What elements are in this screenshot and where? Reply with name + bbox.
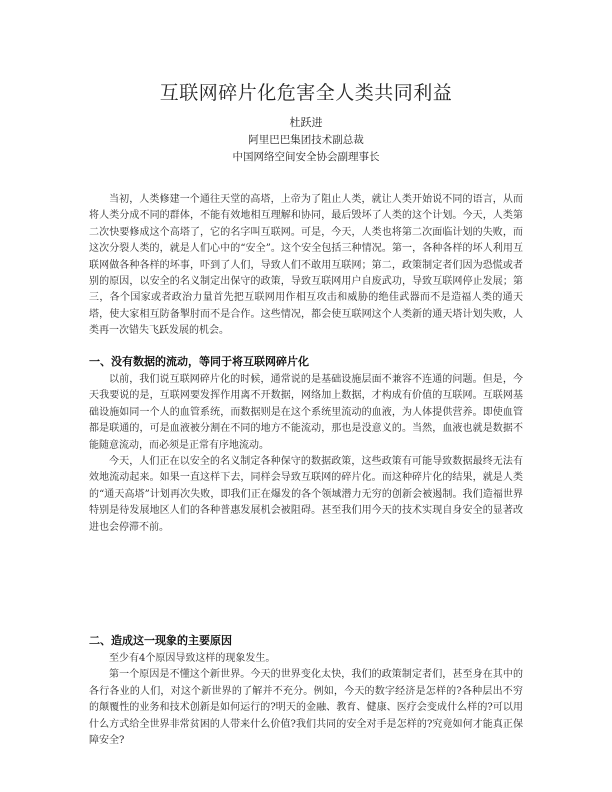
paragraph: 今天，人们正在以安全的名义制定各种保守的数据政策，这些政策有可能导致数据最终无法有效地流动起来。如果一直这样下去，同样会导致互联网的碎片化。而这种碎片化的结果，就是人类的“通天高塔”计划再次失败，即我们正在爆发的各个领域潜力无穷的创新会被遏制。我们造福世界特别是待发展地区人们的各种普惠发展机会被阻碍。甚至我们用今天的技术实现自身安全的显著改进也会停滞不前。 xyxy=(89,456,523,533)
paragraph: 以前，我们说互联网碎片化的时候，通常说的是基础设施层面不兼容不连通的问题。但是，今天我要说的是，互联网要发挥作用离不开数据，网络加上数据，才构成有价值的互联网。互联网基础设施如同一个人的血管系统，而数据则是在这个系统里流动的血液，为人体提供营养。即使血管都是联通的，可是血液被分割在不同的地方不能流动，那也是没意义的。当然，血液也就是数据不能随意流动，而必须是正常有序地流动。 xyxy=(89,374,523,451)
section-body xyxy=(89,651,523,749)
section-heading: 二、造成这一现象的主要原因 xyxy=(89,634,232,647)
document-title: 互联网碎片化危害全人类共同利益 xyxy=(159,82,453,104)
author-affiliation: 阿里巴巴集团技术副总裁 xyxy=(248,134,364,146)
intro-paragraph xyxy=(89,192,523,340)
paragraph: 第一个原因是不懂这个新世界。今天的世界变化太快，我们的政策制定者们，甚至身在其中的各行各业的人们，对这个新世界的了解并不充分。例如，今天的数字经济是怎样的?各种层出不穷的颠覆性的业务和技术创新是如何运行的?明天的金融、教育、健康、医疗会变成什么样的?可以用什么方式给全世界非常贫困的人带来什么价值?我们共同的安全对手是怎样的?究竟如何才能真正保障安全? xyxy=(89,669,523,747)
section-body xyxy=(89,372,523,536)
paragraph: 至少有4个原因导致这样的现象发生。 xyxy=(109,653,276,664)
section-heading: 一、没有数据的流动，等同于将互联网碎片化 xyxy=(89,355,309,368)
author-name: 杜跃进 xyxy=(289,116,323,129)
paragraph: 当初，人类修建一个通往天堂的高塔，上帝为了阻止人类，就让人类开始说不同的语言，从而将人类分成不同的群体，不能有效地相互理解和协同，最后毁坏了人类的这个计划。今天，人类第二次快要修成这个高塔了，它的名字叫互联网。可是，今天，人类也将第二次面临计划的失败，而这次分裂人类的，就是人们心中的“安全”。这个安全包括三种情况。第一，各种各样的坏人利用互联网做各种各样的坏事，吓到了人们，导致人们不敢用互联网；第二，政策制定者们因为恐慌或者别的原因，以安全的名义制定出保守的政策，导致互联网用户自废武功，导致互联网停止发展；第三，各个国家或者政治力量首先把互联网用作相互攻击和威胁的绝佳武器而不是造福人类的通天塔，使大家相互防备掣肘而不是合作。这些情况，都会使互联网这个人类新的通天塔计划失败，人类再一次错失飞跃发展的机会。 xyxy=(89,194,523,337)
author-affiliation: 中国网络空间安全协会副理事长 xyxy=(232,151,380,163)
